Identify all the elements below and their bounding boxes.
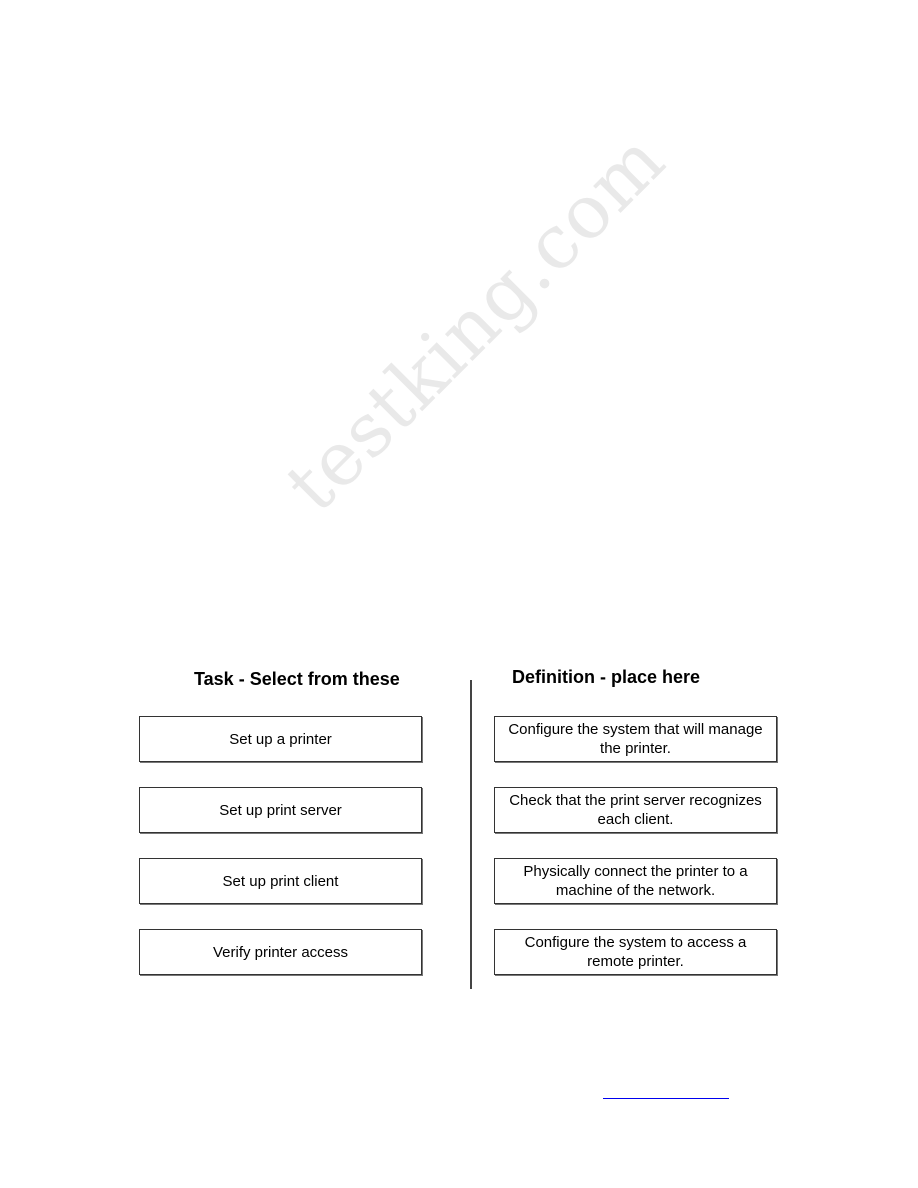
- definition-slot-check-clients[interactable]: Check that the print server recognizes each client.: [494, 787, 777, 833]
- definition-slot-physically-connect[interactable]: Physically connect the printer to a machine of the network.: [494, 858, 777, 904]
- task-item-set-up-print-server[interactable]: Set up print server: [139, 787, 422, 833]
- task-item-set-up-print-client[interactable]: Set up print client: [139, 858, 422, 904]
- definition-slot-remote-access[interactable]: Configure the system to access a remote printer.: [494, 929, 777, 975]
- footer-link[interactable]: [603, 1080, 729, 1099]
- column-divider: [470, 680, 472, 989]
- watermark-text: testking.com: [269, 116, 682, 529]
- definition-slot-configure-manager[interactable]: Configure the system that will manage the printer.: [494, 716, 777, 762]
- task-column-heading: Task - Select from these: [194, 669, 400, 689]
- task-item-verify-printer-access[interactable]: Verify printer access: [139, 929, 422, 975]
- definition-column-heading: Definition - place here: [512, 667, 701, 687]
- task-item-set-up-printer[interactable]: Set up a printer: [139, 716, 422, 762]
